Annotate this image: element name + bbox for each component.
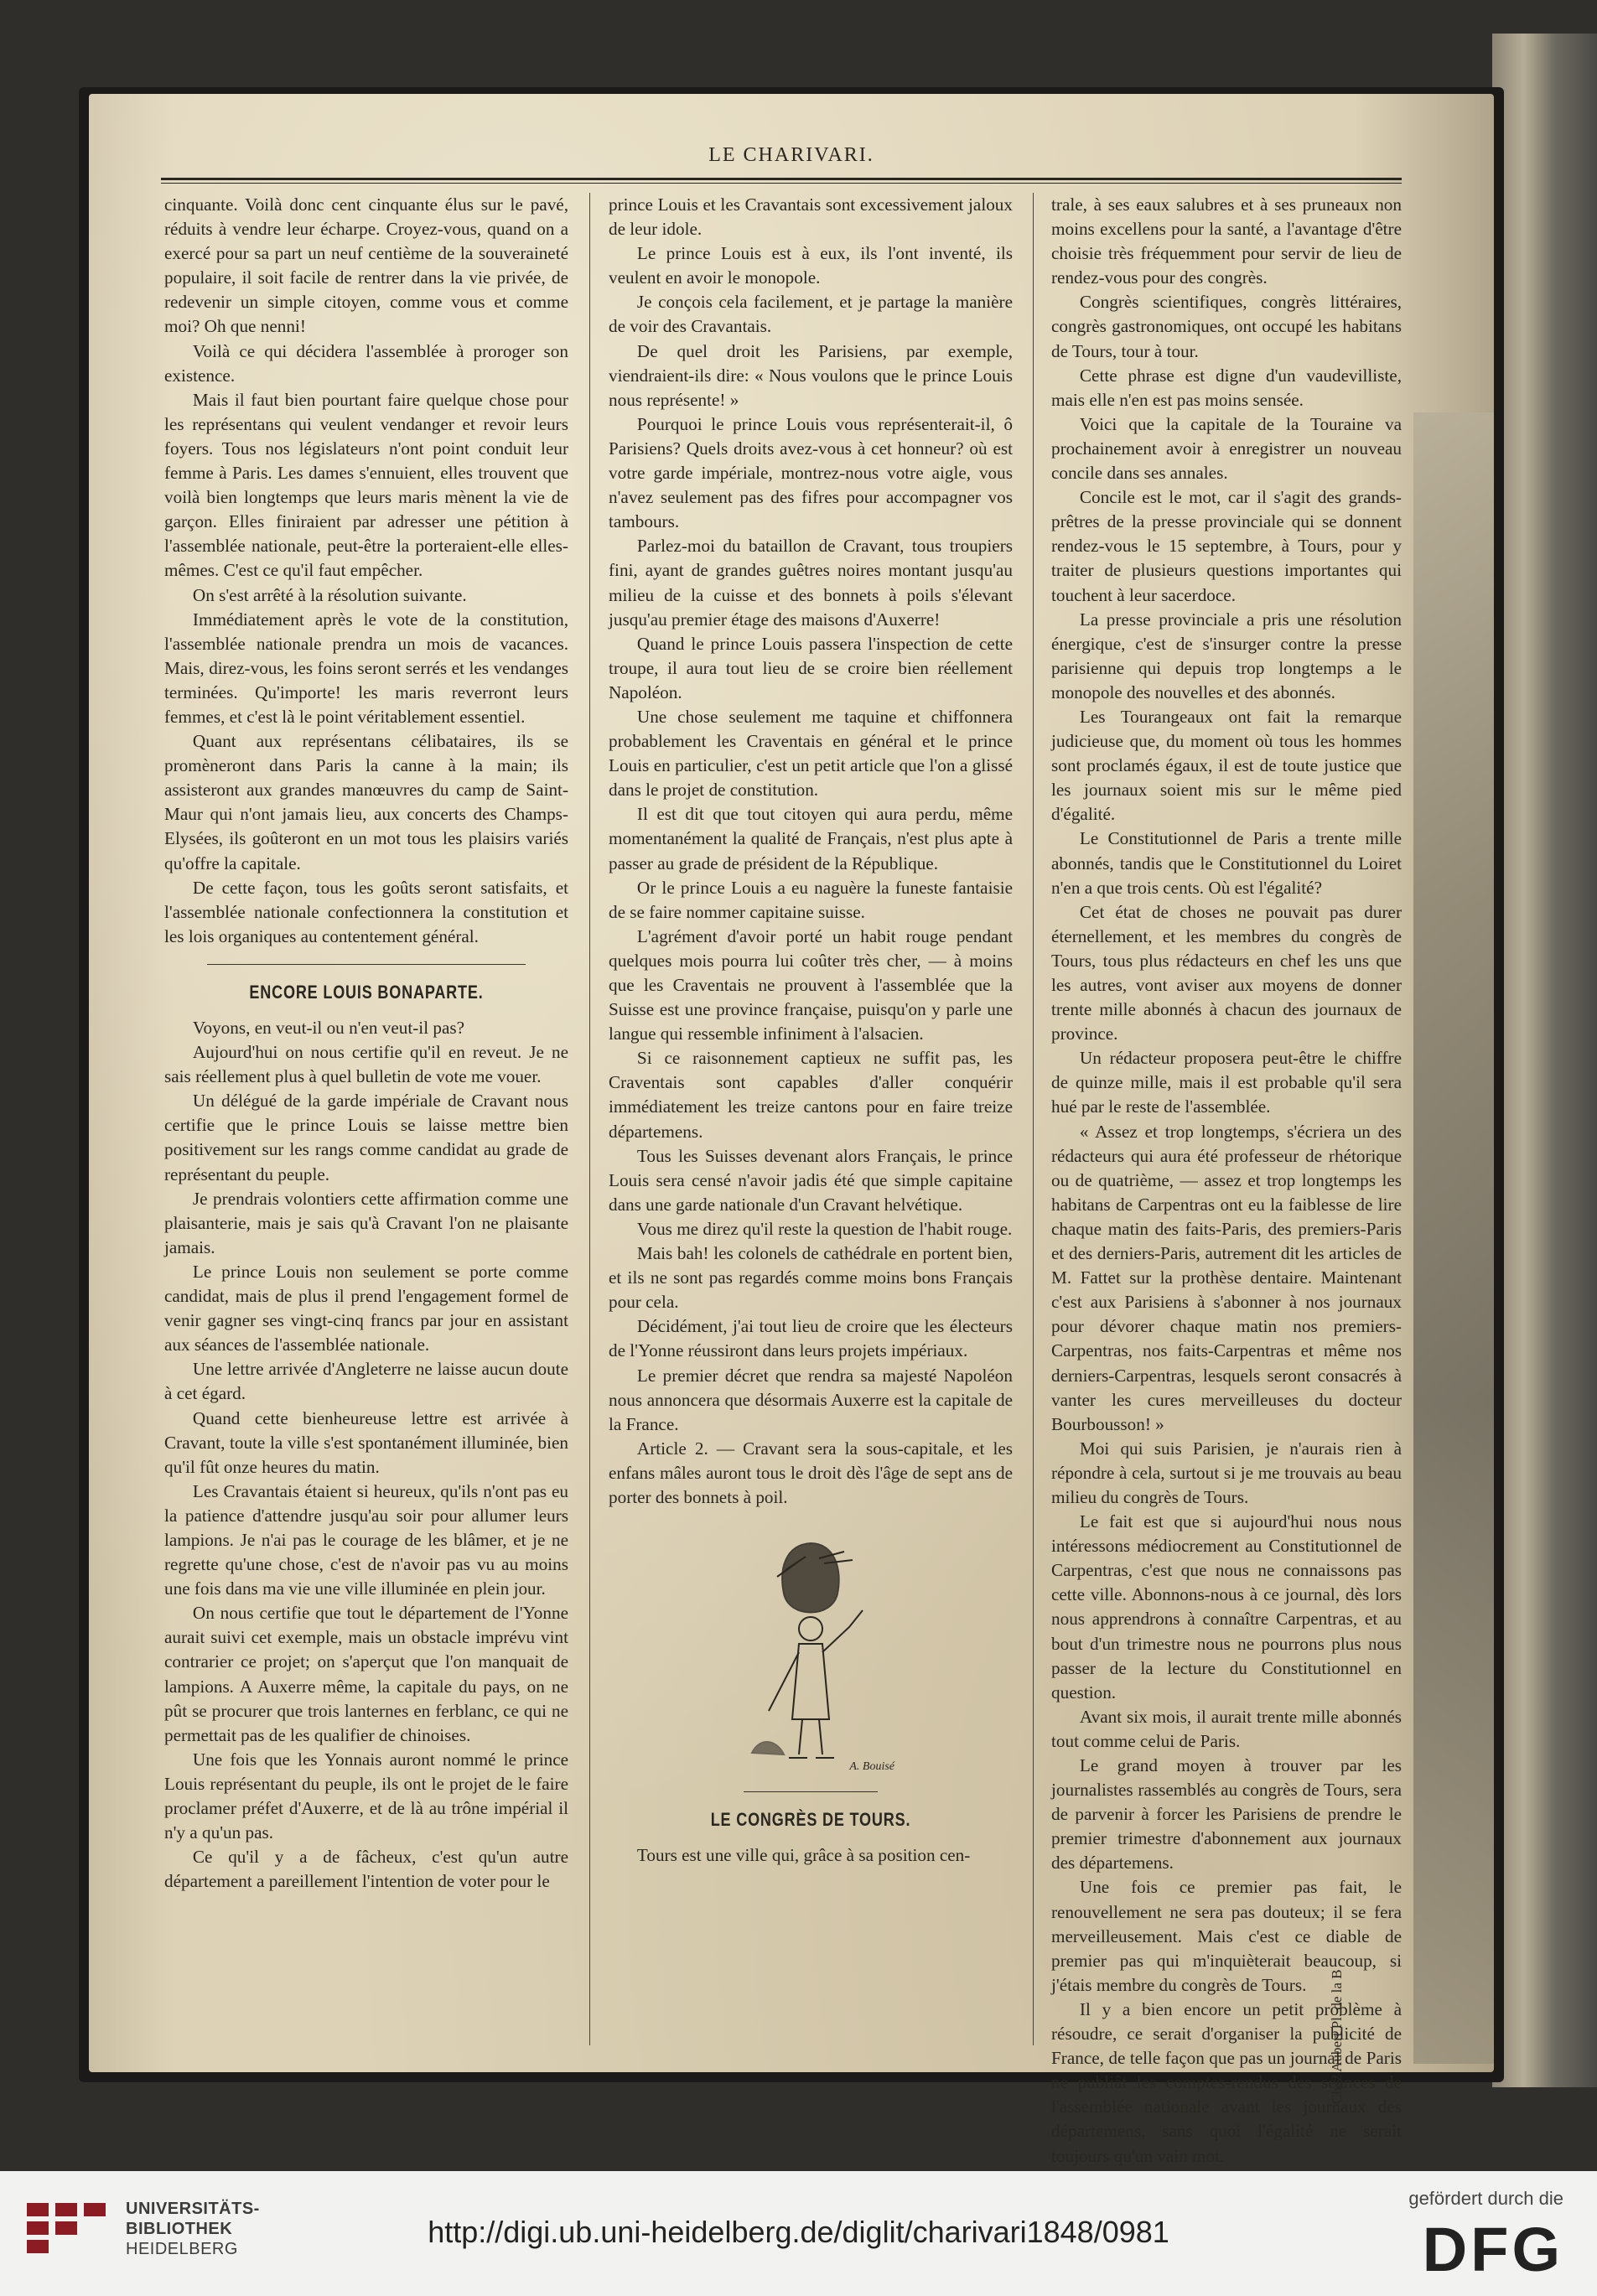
paragraph: Avant six mois, il aurait trente mille abonnés tout comme celui de Paris. (1051, 1706, 1402, 1751)
paragraph: Voyons, en veut-il ou n'en veut-il pas? (192, 1018, 465, 1038)
paragraph: De cette façon, tous les goûts seront satisfaits, et l'assemblée nationale confectionnera la constitution et les lois organiques au contentement général. (164, 877, 568, 946)
library-name-line: HEIDELBERG (126, 2240, 238, 2258)
paragraph: Vous me direz qu'il reste la question de l'habit rouge. (636, 1218, 1013, 1239)
paragraph: Les Tourangeaux ont fait la remarque judicieuse que, du moment où tous les hommes sont proclamés égaux, il est de toute justice que les journaux soient mis sur le même pied d'égalité. (1051, 706, 1402, 825)
column-2 (609, 193, 1013, 1868)
paragraph: Voici que la capitale de la Touraine va prochainement avoir à enregistrer un nouveau concile dans ses annales. (1051, 413, 1402, 484)
masthead-rule-thin (161, 183, 1402, 184)
paragraph: Il est dit que tout citoyen qui aura perdu, même momentanément la qualité de Français, n'est plus apte à passer au grade de président de la République. (609, 804, 1013, 873)
paragraph: Cet état de choses ne pouvait pas durer éternellement, et les membres du congrès de Tours, tous plus rédacteurs en chef les uns que les autres, vont aviser aux moyens de donner trente mille abonnés à chacun des journaux de province. (1051, 901, 1402, 1044)
paragraph: Le prince Louis est à eux, ils l'ont inventé, ils veulent en avoir le monopole. (609, 243, 1013, 288)
paragraph: Article 2. — Cravant sera la sous-capitale, et les enfans mâles auront tous le droit dès l'âge de sept ans de porter des bonnets à poil. (609, 1438, 1013, 1507)
paragraph: Une fois ce premier pas fait, le renouvellement ne sera pas douteux; il se fera merveilleusement. Mais c'est ce diable de premier pas qui m'inquièterait beaucoup, si j'étais membre du congrès de Tours. (1051, 1877, 1402, 1995)
column-divider (1033, 193, 1034, 2045)
paragraph: Si ce raisonnement captieux ne suffit pas, les Craventais sont capables d'aller conquérir immédiatement les treize cantons pour en faire treize départemens. (609, 1048, 1013, 1142)
paragraph: cinquante. Voilà donc cent cinquante élus sur le pavé, réduits à vendre leur écharpe. Croyez-vous, quand on a exercé pour sa part un neuf centième de la souveraineté populaire, il soit facile de rentrer dans la vie privée, de redevenir un simple citoyen, comme vous et comme moi? Oh que nenni! (164, 194, 568, 337)
article-heading: LE CONGRÈS DE TOURS. (710, 1809, 911, 1831)
permalink-url[interactable]: http://digi.ub.uni-heidelberg.de/diglit/charivari1848/0981 (428, 2215, 1169, 2249)
paragraph: prince Louis et les Cravantais sont excessivement jaloux de leur idole. (609, 194, 1013, 240)
paragraph: Quand cette bienheureuse lettre est arrivée à Cravant, toute la ville s'est spontanément illuminée, bien qu'il fût onze heures du matin. (164, 1407, 568, 1477)
adjacent-page-lithograph (1413, 412, 1494, 2064)
paragraph: Le grand moyen à trouver par les journalistes rassemblés au congrès de Tours, sera de parvenir à forcer les Parisiens de prendre le premier trimestre d'abonnement aux journaux des départemens. (1051, 1755, 1402, 1874)
masthead: LE CHARIVARI. (708, 144, 874, 166)
column-divider (589, 193, 590, 2045)
paragraph: Un délégué de la garde impériale de Cravant nous certifie que le prince Louis se laisse mettre bien positivement sur les rangs comme candidat au grade de représentant du peuple. (164, 1091, 568, 1184)
paragraph: Aujourd'hui on nous certifie qu'il en reveut. Je ne sais réellement plus à quel bulletin de vote me vouer. (164, 1042, 568, 1087)
masthead-rule (161, 178, 1402, 180)
paragraph: « Assez et trop longtemps, s'écriera un des rédacteurs qui aura été professeur de rhétorique ou de quatrième, — assez et trop longtemps les habitans de Carpentras ont eu la faiblesse de lire chaque matin des faits-Paris, des premiers-Paris et des derniers-Paris, autrement dit les articles de M. Fattet sur la prothèse dentaire. Maintenant c'est aux Parisiens à s'abonner à nos journaux pour dévorer chaque matin nos premiers-Carpentras, nos faits-Carpentras et même nos derniers-Carpentras, lesquels seront consacrés à vanter les cures merveilleuses du docteur Bourbousson! » (1051, 1121, 1402, 1434)
paragraph: Je prendrais volontiers cette affirmation comme une plaisanterie, mais je sais qu'à Cravant l'on ne plaisante jamais. (164, 1188, 568, 1257)
funding-note: gefördert durch die (1408, 2188, 1563, 2209)
paragraph: Les Cravantais étaient si heureux, qu'ils n'ont pas eu la patience d'attendre jusqu'au soir pour allumer leurs lampions. Je n'ai pas le courage de les blâmer, et je ne regrette qu'une chose, c'est de n'avoir pas vu au moins une fois dans ma vie une ville illuminée en plein jour. (164, 1480, 568, 1599)
paragraph: Ce qu'il y a de fâcheux, c'est qu'un autre département a pareillement l'intention de voter pour le (164, 1847, 568, 1892)
paragraph: De quel droit les Parisiens, par exemple, viendraient-ils dire: « Nous voulons que le prince Louis nous représente! » (609, 340, 1013, 410)
paragraph: Or le prince Louis a eu naguère la funeste fantaisie de se faire nommer capitaine suisse. (609, 877, 1013, 922)
column-1 (164, 193, 568, 1894)
paragraph: Un rédacteur proposera peut-être le chiffre de quinze mille, mais il est probable qu'il sera hué par le reste de l'assemblée. (1051, 1048, 1402, 1117)
paragraph: Immédiatement après le vote de la constitution, l'assemblée nationale prendra un mois de vacances. Mais, direz-vous, les foins seront serrés et les vendanges terminées. Qu'importe! les maris reverront leurs femmes, et c'est là le point véritablement essentiel. (164, 609, 568, 727)
paragraph: Le prince Louis non seulement se porte comme candidat, mais de plus il prend l'engagement formel de venir gagner ses vingt-cinq francs par jour en assistant aux séances de l'assemblée nationale. (164, 1261, 568, 1355)
paragraph: Le premier décret que rendra sa majesté Napoléon nous annoncera que désormais Auxerre est la capitale de la France. (609, 1365, 1013, 1434)
paragraph: Il y a bien encore un petit problème à résoudre, ce serait d'organiser la publicité de France, de telle façon que pas un journal de Paris ne publiât les comptes-rendus des séances de l'assemblée nationale avant les journaux des départemens, sans quoi l'égalité ne serait toujours qu'un vain mot. (1051, 1998, 1402, 2166)
paragraph: Cette phrase est digne d'un vaudevilliste, mais elle n'en est pas moins sensée. (1051, 365, 1402, 410)
lithograph-caption: Chez Aubert Pl. de la B (1329, 1969, 1345, 2104)
paragraph: trale, à ses eaux salubres et à ses pruneaux non moins excellens pour la santé, a l'avantage d'être choisie très fréquemment pour servir de lieu de rendez-vous pour des congrès. (1051, 194, 1402, 288)
paragraph: Une fois que les Yonnais auront nommé le prince Louis représentant du peuple, ils ont le projet de le faire proclamer préfet d'Auxerre, et de là au trône impérial il n'y a qu'un pas. (164, 1749, 568, 1843)
footer-bar (0, 2171, 1597, 2296)
paragraph: L'agrément d'avoir porté un habit rouge pendant quelques mois pourra lui coûter très cher, — à moins que les Craventais ne prouvent à l'assemblée que la Suisse est une province française, puisqu'on y parle une langue qui ressemble infiniment à l'alsacien. (609, 925, 1013, 1044)
cartoon-signature: A. Bouisé (849, 1760, 894, 1774)
cartoon-grenadier-illustration (685, 1526, 936, 1778)
paragraph: On nous certifie que tout le département de l'Yonne aurait suivi cet exemple, mais un obstacle imprévu vint contrarier ce projet; on s'aperçut que l'on manquait de lampions. A Auxerre même, la capitale du pays, on ne pût se procurer que trois lanternes en ferblanc, ce qui ne permettait pas de les qualifier de chinoises. (164, 1603, 568, 1745)
newspaper-page (89, 94, 1494, 2166)
paragraph: Une lettre arrivée d'Angleterre ne laisse aucun doute à cet égard. (164, 1359, 568, 1404)
paragraph: Quant aux représentans célibataires, ils se promèneront dans Paris la canne à la main; ils assisteront aux grandes manœuvres du camp de Saint-Maur qui n'ont jamais lieu, aux concerts des Champs-Elysées, ils goûteront en un mot tous les plaisirs variés qu'offre la capitale. (164, 731, 568, 873)
paragraph: Voilà ce qui décidera l'assemblée à proroger son existence. (164, 340, 568, 386)
paragraph: Moi qui suis Parisien, je n'aurais rien à répondre à cela, surtout si je me trouvais au beau milieu du congrès de Tours. (1051, 1438, 1402, 1507)
section-separator (207, 964, 526, 965)
library-name-line: BIBLIOTHEK (126, 2220, 233, 2238)
paragraph: Tous les Suisses devenant alors Français, le prince Louis sera censé n'avoir jadis été que simple capitaine dans une garde nationale d'un Cravant helvétique. (609, 1145, 1013, 1215)
paragraph: Une chose seulement me taquine et chiffonnera probablement les Craventais en général et le prince Louis en particulier, c'est un petit article que l'on a glissé dans le projet de constitution. (609, 706, 1013, 801)
paragraph: Je conçois cela facilement, et je partage la manière de voir des Cravantais. (609, 292, 1013, 337)
article-heading: ENCORE LOUIS BONAPARTE. (249, 981, 484, 1003)
paragraph: Décidément, j'ai tout lieu de croire que les électeurs de l'Yonne réussiront dans leurs projets impériaux. (609, 1316, 1013, 1361)
paragraph: On s'est arrêté à la résolution suivante. (192, 584, 467, 605)
section-separator (744, 1791, 878, 1792)
back-pages-edge (1492, 34, 1597, 2087)
paragraph: Mais bah! les colonels de cathédrale en portent bien, et ils ne sont pas regardés comme moins bons Français pour cela. (609, 1243, 1013, 1313)
column-3 (1051, 193, 1402, 2217)
paragraph: Le Constitutionnel de Paris a trente mille abonnés, tandis que le Constitutionnel du Loiret n'en a que trois cents. Où est l'égalité? (1051, 828, 1402, 898)
library-name-line: UNIVERSITÄTS- (126, 2200, 260, 2218)
paragraph: Tours est une ville qui, grâce à sa position cen- (636, 1845, 971, 1866)
paragraph: Congrès scientifiques, congrès littéraires, congrès gastronomiques, ont occupé les habitans de Tours, tour à tour. (1051, 292, 1402, 361)
paragraph: Quand le prince Louis passera l'inspection de cette troupe, il aura tout lieu de se croire bien réellement Napoléon. (609, 633, 1013, 702)
paragraph: La presse provinciale a pris une résolution énergique, c'est de s'insurger contre la presse parisienne qui depuis trop longtemps a le monopole des nouvelles et des abonnés. (1051, 609, 1402, 702)
paragraph: Le fait est que si aujourd'hui nous nous intéressons médiocrement au Constitutionnel de Carpentras, c'est que nous ne connaissons pas cette ville. Abonnons-nous à ce journal, dès lors nous apprendrons à connaître Carpentras, et au bout d'un trimestre nous ne pourrons plus nous passer de la lecture du Constitutionnel en question. (1051, 1511, 1402, 1703)
paragraph: Mais il faut bien pourtant faire quelque chose pour les représentans qui veulent vendanger et revoir leurs foyers. Tous nos législateurs n'ont point conduit leur femme à Paris. Les dames s'ennuient, elles trouvent que voilà bien longtemps que leurs maris mènent la vie de garçon. Elles finiraient par adresser une pétition à l'assemblée nationale, peut-être la porteraient-elle elles-mêmes. C'est ce qu'il faut empêcher. (164, 389, 568, 581)
paragraph: Concile est le mot, car il s'agit des grands-prêtres de la presse provinciale qui se donnent rendez-vous le 15 septembre, à Tours, pour y traiter de plusieurs questions importantes qui touchent à leur sacerdoce. (1051, 487, 1402, 605)
paragraph: Parlez-moi du bataillon de Cravant, tous troupiers fini, ayant de grandes guêtres noires montant jusqu'au milieu de la cuisse et des bonnets à poils s'élevant jusqu'au premier étage des maisons d'Auxerre! (609, 536, 1013, 630)
paragraph: Pourquoi le prince Louis vous représenterait-il, ô Parisiens? Quels droits avez-vous à cet honneur? où est votre garde impériale, montrez-nous votre aigle, vous n'avez seulement pas des fifres pour accompagner vos tambours. (609, 413, 1013, 532)
dfg-logo: DFG (1422, 2215, 1563, 2284)
